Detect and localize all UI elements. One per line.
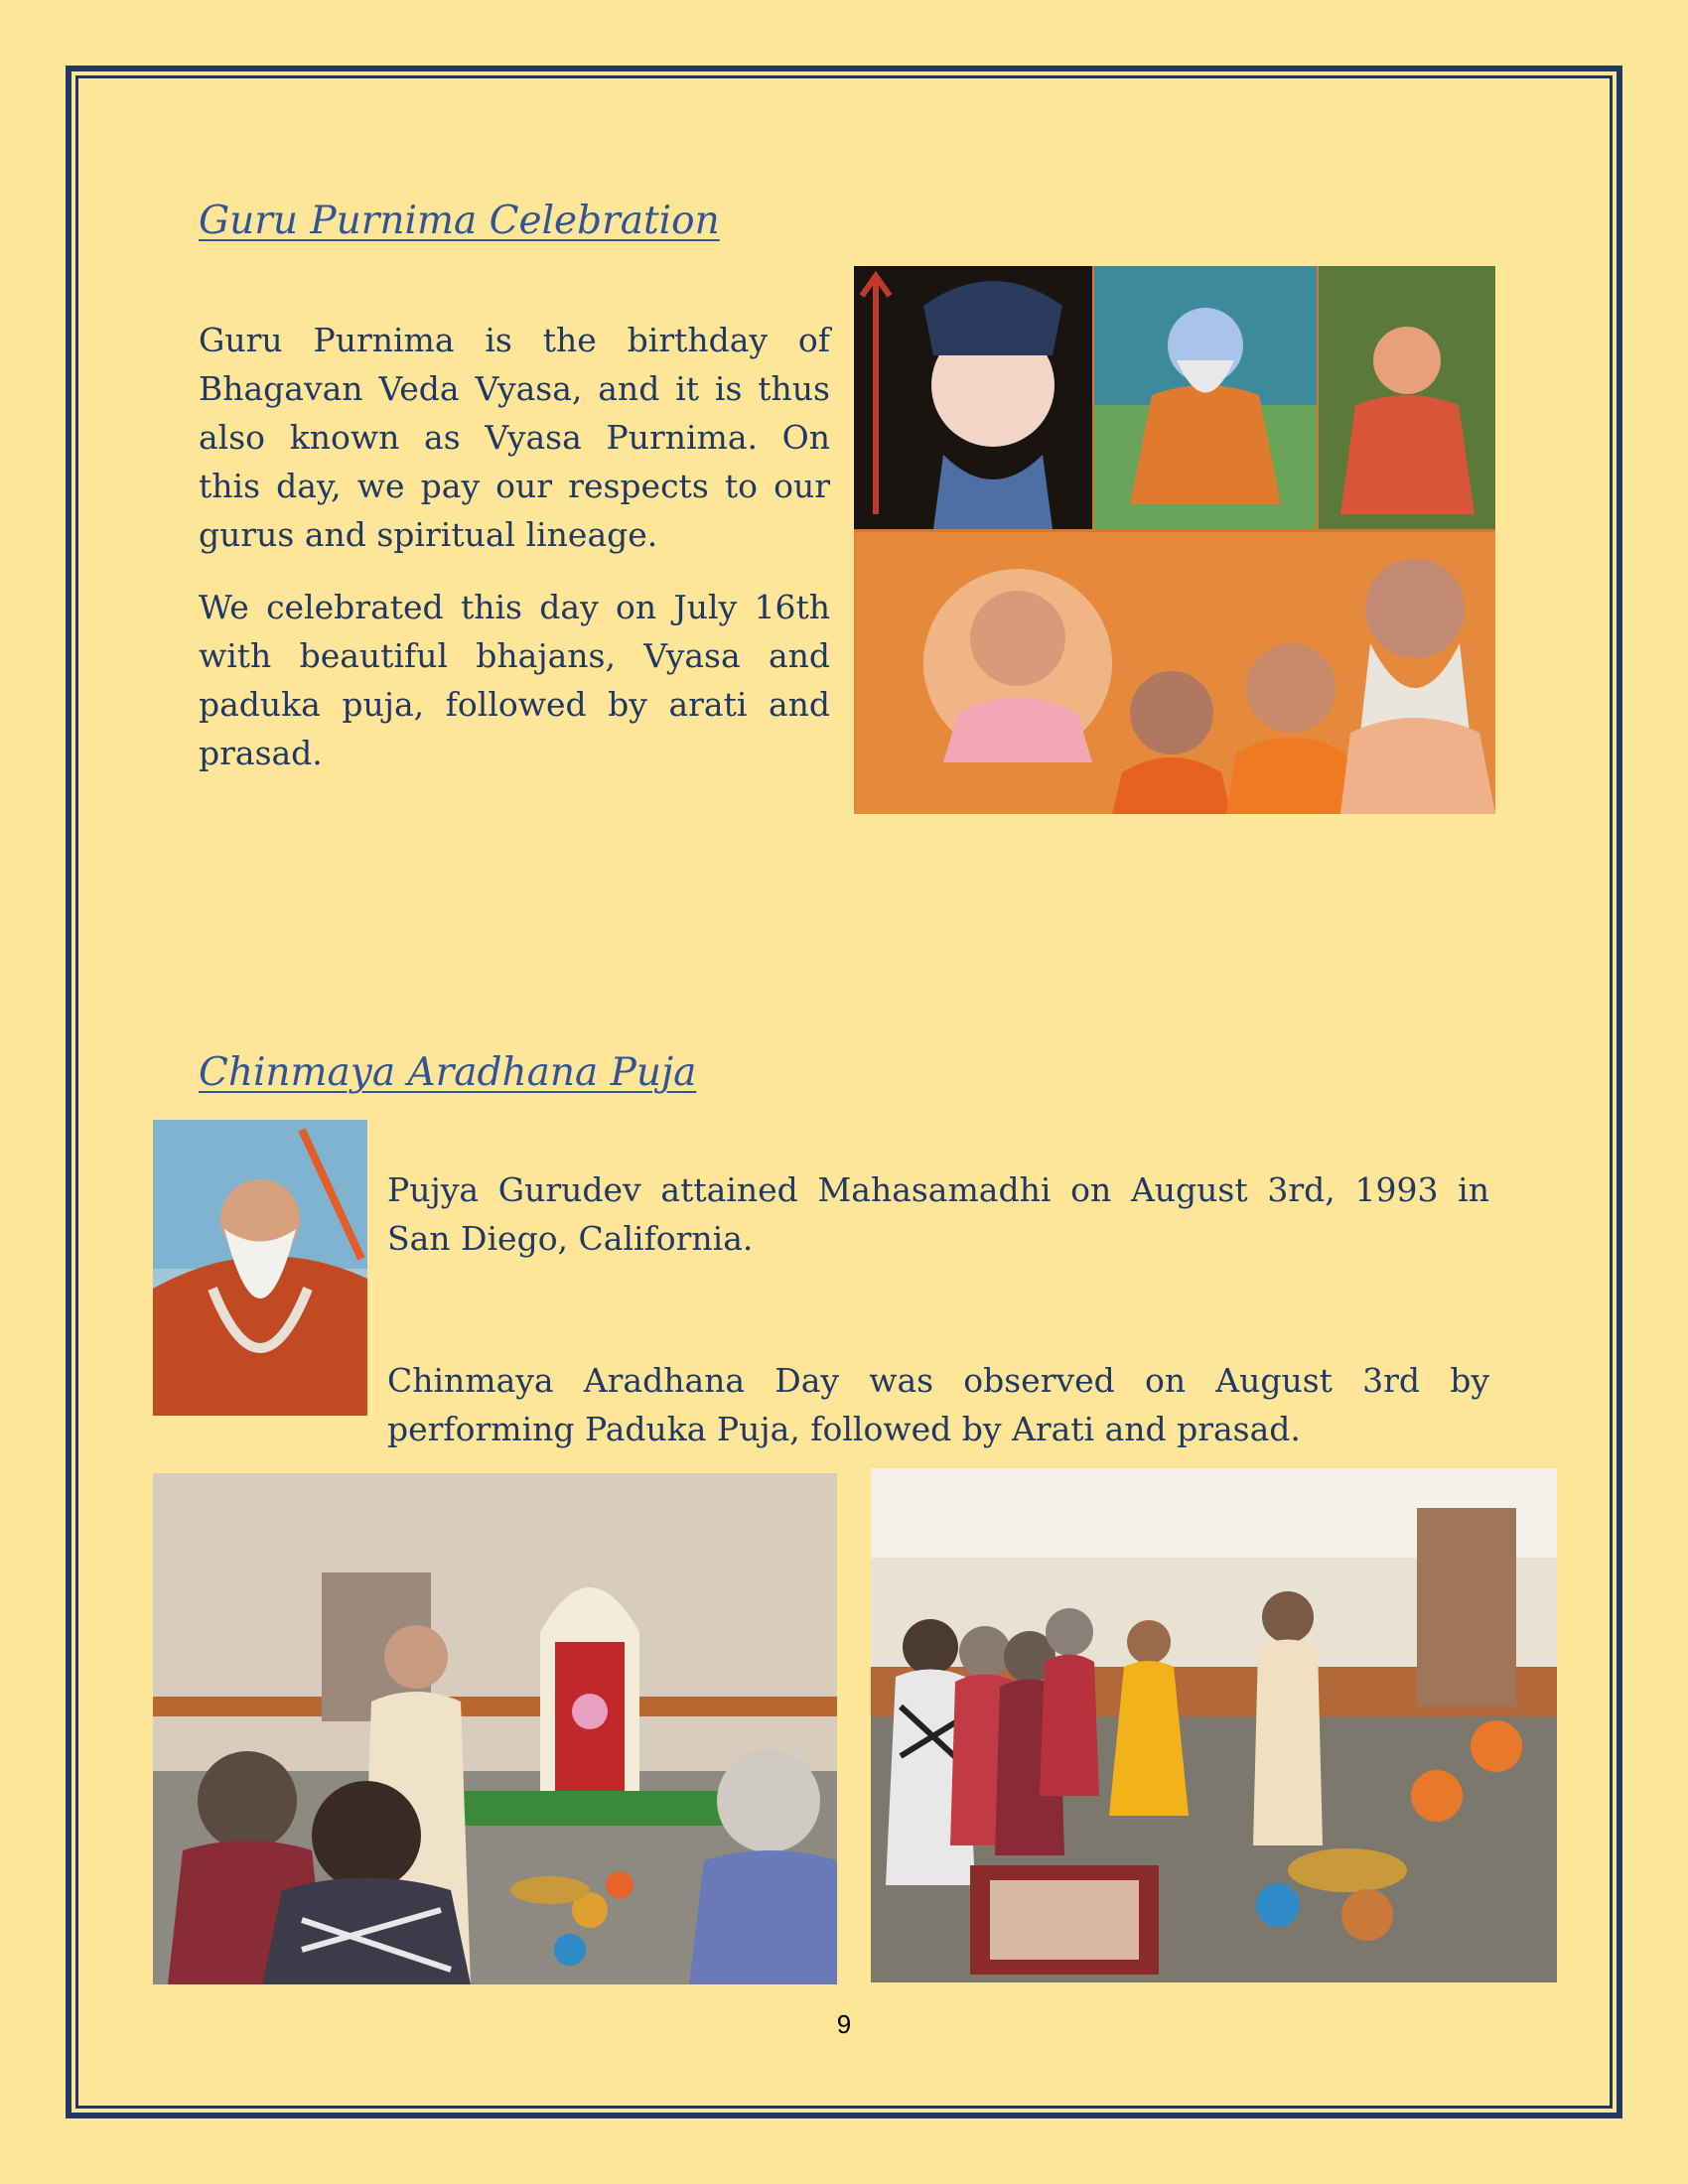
guru-purnima-paragraph-1: Guru Purnima is the birthday of Bhagavan Veda Vyasa, and it is thus also known as Vyasa Purnima. On this day, we pay our respects to our gurus and spiritual lineage. [199, 321, 830, 554]
aradhana-hall-gathering-photo [871, 1468, 1557, 1982]
gurudev-portrait-image [153, 1120, 367, 1416]
chinmaya-aradhana-paragraph-2: Chinmaya Aradhana Day was observed on August 3rd by performing Paduka Puja, followed by Arati and prasad. [387, 1361, 1489, 1448]
chinmaya-aradhana-paragraph-1: Pujya Gurudev attained Mahasamadhi on August 3rd, 1993 in San Diego, California. [387, 1170, 1489, 1258]
guru-lineage-collage-image [854, 266, 1495, 814]
paduka-puja-altar-photo [153, 1473, 837, 1984]
guru-purnima-heading: Guru Purnima Celebration [199, 199, 720, 243]
page-number: 9 [836, 2009, 852, 2039]
chinmaya-aradhana-heading: Chinmaya Aradhana Puja [199, 1050, 697, 1095]
guru-purnima-paragraph-2: We celebrated this day on July 16th with beautiful bhajans, Vyasa and paduka puja, followed by arati and prasad. [199, 588, 830, 772]
